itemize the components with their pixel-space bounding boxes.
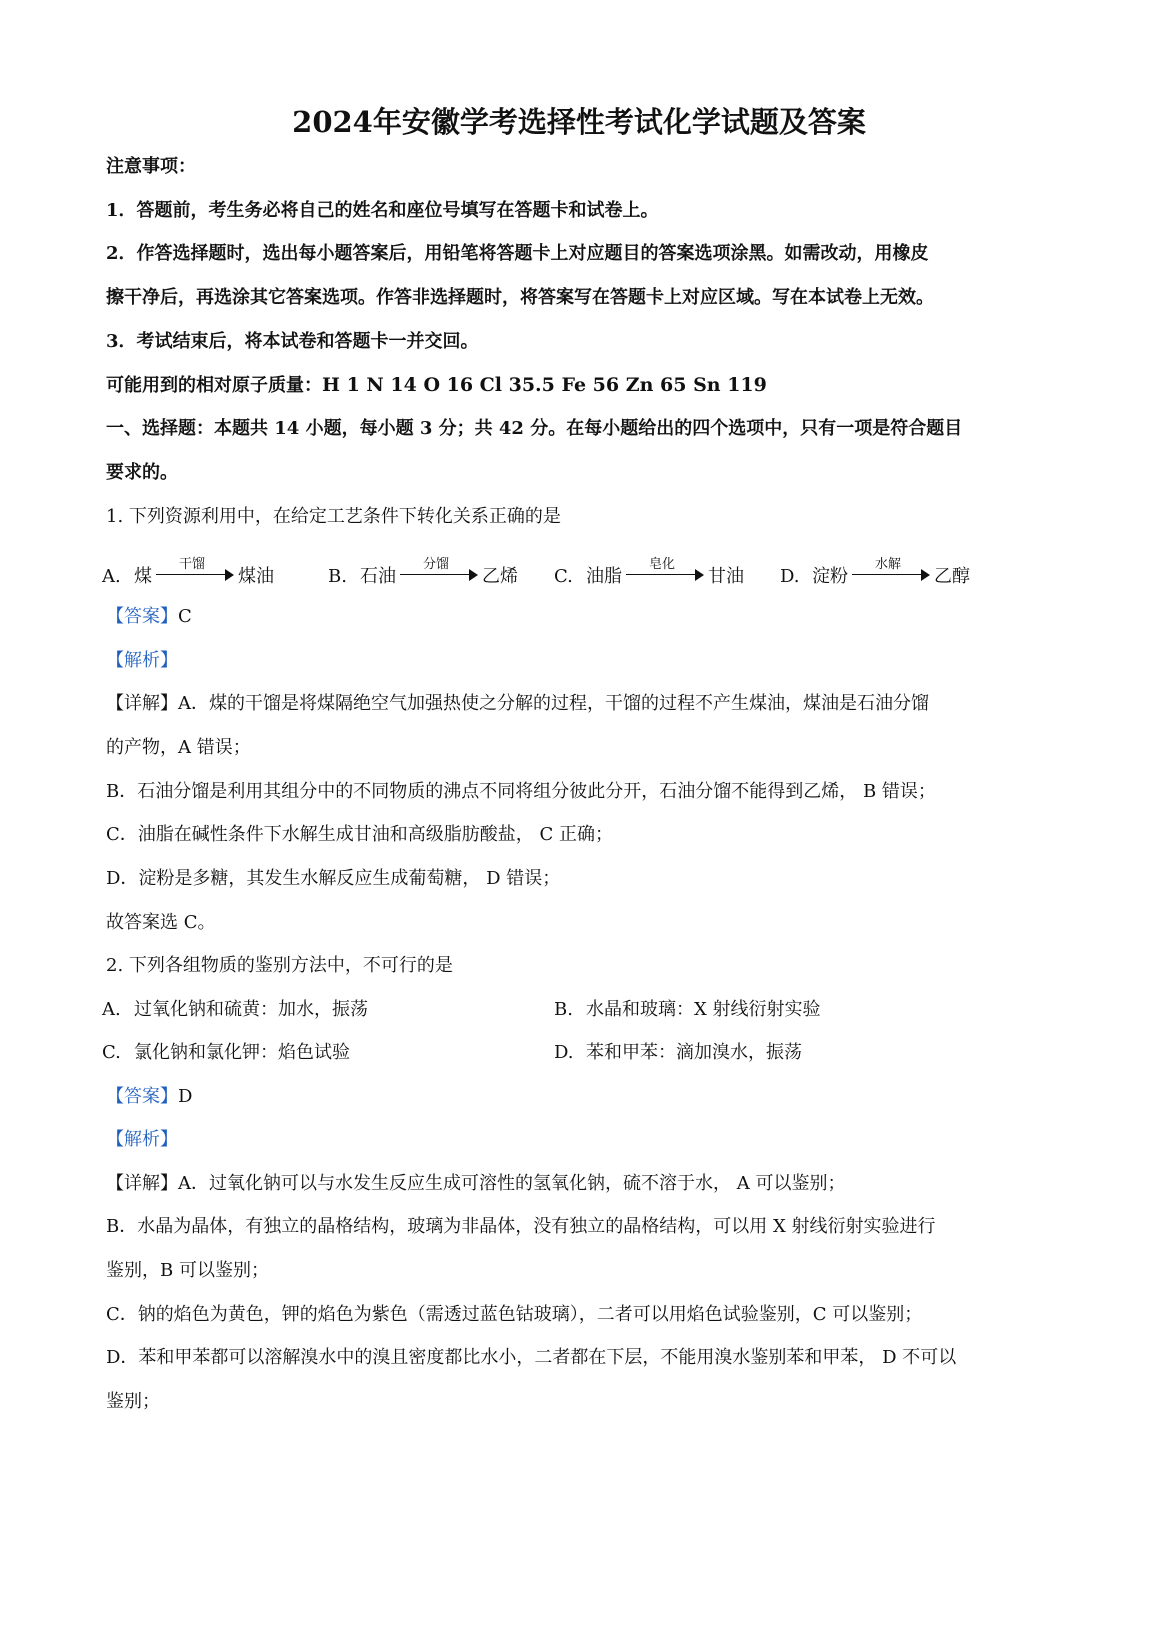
q1-option-c-from: 油脂	[586, 566, 622, 587]
atomic-mass-values: H 1 N 14 O 16 Cl 35.5 Fe 56 Zn 65 Sn 119	[322, 374, 767, 396]
q1-analysis-label: 【解析】	[106, 650, 178, 671]
q1-detail-1a	[106, 691, 929, 717]
atomic-mass-label: 可能用到的相对原子质量：	[106, 375, 322, 396]
q1-stem: 1. 下列资源利用中，在给定工艺条件下转化关系正确的是	[106, 506, 561, 527]
notice-heading: 注意事项：	[106, 156, 196, 177]
q2-option-d-text: 苯和甲苯：滴加溴水，振荡	[586, 1042, 802, 1063]
q1-option-b	[328, 557, 518, 590]
q2-option-d-letter: D.	[554, 1042, 574, 1063]
q1-option-c-condition: 皂化	[648, 557, 675, 572]
q2-detail-3: C．钠的焰色为黄色，钾的焰色为紫色（需透过蓝色钴玻璃），二者可以用焰色试验鉴别，C 可以鉴别；	[106, 1304, 923, 1325]
q1-detail-3: C．油脂在碱性条件下水解生成甘油和高级脂肪酸盐， C 正确；	[106, 824, 613, 845]
q2-option-b	[554, 997, 821, 1023]
q1-option-d-from: 淀粉	[812, 566, 848, 587]
q1-option-c-letter: C.	[554, 566, 573, 587]
q1-option-c-to: 甘油	[708, 566, 744, 587]
q2-detail-4b: 鉴别；	[106, 1391, 160, 1412]
q2-answer	[106, 1084, 192, 1110]
section-heading-2: 要求的。	[106, 462, 178, 483]
notice-item-1: 1．答题前，考生务必将自己的姓名和座位号填写在答题卡和试卷上。	[106, 200, 659, 221]
q1-answer-label: 【答案】	[106, 606, 178, 627]
q2-option-c-letter: C.	[102, 1042, 121, 1063]
q2-detail-2b: 鉴别，B 可以鉴别；	[106, 1260, 269, 1281]
q1-option-a-to: 煤油	[238, 566, 274, 587]
reaction-arrow	[626, 557, 704, 584]
q2-detail-label: 【详解】	[106, 1173, 178, 1194]
q2-answer-label: 【答案】	[106, 1086, 178, 1107]
q1-detail-1b: 的产物，A 错误；	[106, 737, 251, 758]
q2-answer-value: D	[178, 1086, 193, 1107]
q1-option-d-condition: 水解	[874, 557, 901, 572]
q1-answer	[106, 604, 192, 630]
q1-option-a-letter: A.	[102, 566, 121, 587]
q1-option-b-to: 乙烯	[482, 566, 518, 587]
q2-option-b-letter: B.	[554, 999, 573, 1020]
q1-option-a-condition: 干馏	[178, 557, 205, 572]
notice-item-2a: 2．作答选择题时，选出每小题答案后，用铅笔将答题卡上对应题目的答案选项涂黑。如需改动，用橡皮	[106, 243, 929, 264]
q1-option-b-from: 石油	[360, 566, 396, 587]
reaction-arrow	[400, 557, 478, 584]
notice-item-3: 3．考试结束后，将本试卷和答题卡一并交回。	[106, 331, 479, 352]
q2-analysis-label: 【解析】	[106, 1129, 178, 1150]
q1-option-a-from: 煤	[134, 566, 152, 587]
q1-answer-value: C	[178, 606, 192, 627]
page-title: 2024年安徽学考选择性考试化学试题及答案	[292, 105, 866, 139]
q2-option-d	[554, 1040, 802, 1066]
q2-option-b-text: 水晶和玻璃：X 射线衍射实验	[586, 999, 821, 1020]
reaction-arrow	[852, 557, 930, 584]
q2-option-a	[102, 997, 368, 1023]
q2-option-a-text: 过氧化钠和硫黄：加水，振荡	[134, 999, 368, 1020]
q1-detail-label: 【详解】	[106, 693, 178, 714]
q1-conclusion: 故答案选 C。	[106, 912, 216, 933]
q1-option-b-condition: 分馏	[422, 557, 449, 572]
reaction-arrow	[156, 557, 234, 584]
atomic-mass-line	[106, 372, 767, 399]
q1-option-c	[554, 557, 744, 590]
q1-option-d-to: 乙醇	[934, 566, 970, 587]
notice-item-2b: 擦干净后，再选涂其它答案选项。作答非选择题时，将答案写在答题卡上对应区域。写在本试卷上无效。	[106, 287, 934, 308]
q1-option-d	[780, 557, 970, 590]
q1-option-d-letter: D.	[780, 566, 800, 587]
q2-detail-1-text: A．过氧化钠可以与水发生反应生成可溶性的氢氧化钠，硫不溶于水， A 可以鉴别；	[178, 1173, 846, 1194]
q2-option-c	[102, 1040, 350, 1066]
q1-option-a	[102, 557, 274, 590]
q2-detail-2a: B．水晶为晶体，有独立的晶格结构，玻璃为非晶体，没有独立的晶格结构，可以用 X 射线衍射实验进行	[106, 1216, 936, 1237]
q2-detail-1	[106, 1171, 845, 1197]
section-heading-1: 一、选择题：本题共 14 小题，每小题 3 分；共 42 分。在每小题给出的四个选项中，只有一项是符合题目	[106, 418, 963, 439]
q2-detail-4a: D．苯和甲苯都可以溶解溴水中的溴且密度都比水小，二者都在下层，不能用溴水鉴别苯和甲苯， D 不可以	[106, 1347, 957, 1368]
q1-detail-2: B．石油分馏是利用其组分中的不同物质的沸点不同将组分彼此分开，石油分馏不能得到乙烯， B 错误；	[106, 781, 936, 802]
q1-option-b-letter: B.	[328, 566, 347, 587]
q2-option-c-text: 氯化钠和氯化钾：焰色试验	[134, 1042, 350, 1063]
q1-detail-1a-text: A．煤的干馏是将煤隔绝空气加强热使之分解的过程，干馏的过程不产生煤油，煤油是石油分馏	[178, 693, 929, 714]
q1-detail-4: D．淀粉是多糖，其发生水解反应生成葡萄糖， D 错误；	[106, 868, 561, 889]
q2-option-a-letter: A.	[102, 999, 121, 1020]
q2-stem: 2. 下列各组物质的鉴别方法中，不可行的是	[106, 955, 453, 976]
